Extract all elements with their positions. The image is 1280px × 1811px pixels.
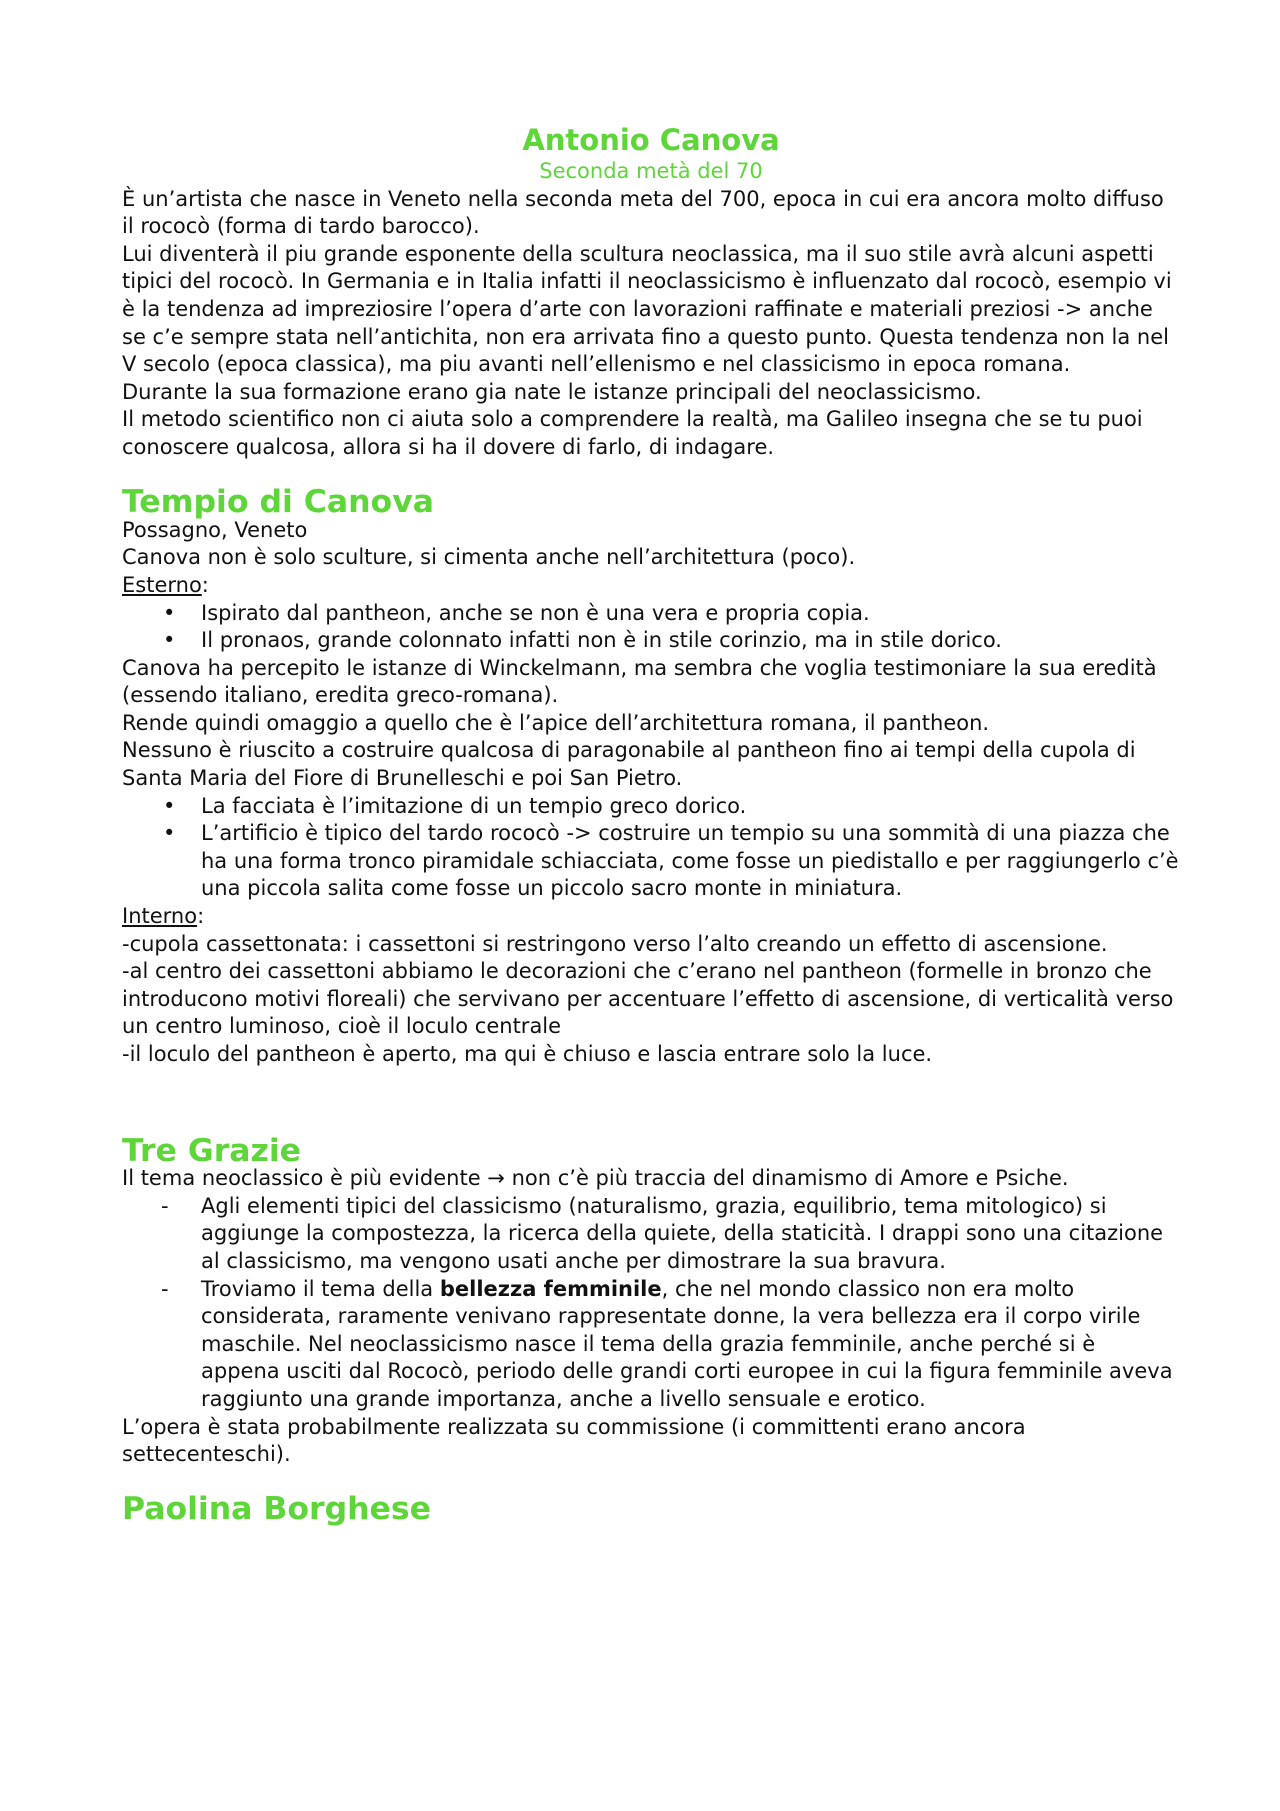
dash-icon: -	[161, 1276, 169, 1301]
interno-colon: :	[197, 904, 205, 929]
grazie-intro-text: Il tema neoclassico è più evidente	[122, 1166, 488, 1191]
section-title-grazie: Tre Grazie	[122, 1132, 302, 1169]
document-title: Antonio Canova	[522, 123, 780, 157]
tempio-location: Possagno, Veneto	[122, 517, 308, 542]
interno-label: Interno	[122, 904, 198, 929]
tempio-paragraph-1: Canova ha percepito le istanze di Winckelmann, ma sembra che voglia testimoniare la sua eredità (essendo italiano, eredita greco-romana).	[122, 655, 1157, 708]
esterno-list	[122, 600, 1180, 655]
document-subtitle: Seconda metà del 70	[539, 159, 763, 183]
grazie-outro: L’opera è stata probabilmente realizzata su commissione (i committenti erano ancora settecenteschi).	[122, 1414, 1026, 1467]
esterno-label: Esterno	[122, 572, 202, 597]
section-title-tempio: Tempio di Canova	[122, 484, 434, 521]
interno-heading	[122, 903, 1180, 931]
list-item	[161, 1193, 1180, 1276]
esterno-heading	[122, 572, 1180, 600]
list-item	[163, 820, 1180, 903]
bullet-icon: •	[163, 600, 176, 625]
interno-line-3: -il loculo del pantheon è aperto, ma qui è chiuso e lascia entrare solo la luce.	[122, 1042, 933, 1066]
tempio-paragraph-2: Rende quindi omaggio a quello che è l’apice dell’architettura romana, il pantheon.	[122, 710, 990, 735]
esterno-colon: :	[201, 572, 209, 597]
tempio-paragraph-3: Nessuno è riuscito a costruire qualcosa di paragonabile al pantheon fino ai tempi della cupola di Santa Maria del Fiore di Brunelleschi e poi San Pietro.	[122, 738, 1136, 791]
interno-line-2: -al centro dei cassettoni abbiamo le decorazioni che c’erano nel pantheon (formelle in bronzo che introducono motivi floreali) che servivano per accentuare l’effetto di ascensione, di verticalità verso un centro luminoso, cioè il loculo centrale	[122, 959, 1174, 1039]
dash-icon: -	[161, 1193, 169, 1218]
spacer	[122, 1069, 1180, 1124]
grazie-intro-text-cont: non c’è più traccia del dinamismo di Amore e Psiche.	[504, 1166, 1069, 1191]
list-item	[163, 793, 1180, 821]
intro-paragraph-2: Lui diventerà il piu grande esponente della scultura neoclassica, ma il suo stile avrà alcuni aspetti tipici del rococò. In Germania e in Italia infatti il neoclassicismo è influenzato dal rococò, esempio vi è la tendenza ad impreziosire l’opera d’arte con lavorazioni raffinate e materiali preziosi -> anche se c’e sempre stata nell’antichita, non era arrivata fino a questo punto. Questa tendenza non la nel V secolo (epoca classica), ma piu avanti nell’ellenismo e nel classicismo in epoca romana.	[122, 241, 1172, 377]
bullet-icon: •	[163, 628, 176, 653]
tempio-intro: Canova non è solo sculture, si cimenta anche nell’architettura (poco).	[122, 545, 856, 570]
grazie-intro	[122, 1165, 1180, 1193]
facade-list	[122, 793, 1180, 903]
list-item-text: Il pronaos, grande colonnato infatti non è in stile corinzio, ma in stile dorico.	[201, 628, 1002, 653]
bullet-icon: •	[163, 793, 176, 818]
intro-paragraph-1: È un’artista che nasce in Veneto nella seconda meta del 700, epoca in cui era ancora molto diffuso il rococò (forma di tardo barocco).	[122, 186, 1164, 239]
list-item-text-cont: , che nel mondo classico non era molto considerata, raramente venivano rappresentate donne, la vera bellezza era il corpo virile maschile. Nel neoclassicismo nasce il tema della grazia femminile, anche perché si è appena usciti dal Rococò, periodo delle grandi corti europee in cui la figura femminile aveva raggiunto una grande importanza, anche a livello sensuale e erotico.	[201, 1276, 1173, 1411]
list-item-text: Agli elementi tipici del classicismo (naturalismo, grazia, equilibrio, tema mitologico) si aggiunge la compostezza, la ricerca della quiete, della staticità. I drappi sono una citazione al classicismo, ma vengono usati anche per dimostrare la sua bravura.	[201, 1193, 1164, 1273]
list-item	[161, 1276, 1180, 1414]
intro-paragraph-3: Durante la sua formazione erano gia nate le istanze principali del neoclassicismo.	[122, 379, 982, 404]
section-title-paolina: Paolina Borghese	[122, 1491, 432, 1528]
arrow-right-icon: →	[487, 1166, 505, 1191]
list-item	[163, 627, 1180, 655]
interno-line-1: -cupola cassettonata: i cassettoni si restringono verso l’alto creando un effetto di ascensione.	[122, 931, 1108, 956]
grazie-list	[122, 1193, 1180, 1414]
list-item	[163, 600, 1180, 628]
bullet-icon: •	[163, 821, 176, 846]
list-item-text: Troviamo il tema della	[201, 1276, 440, 1301]
bold-text: bellezza femminile	[439, 1276, 662, 1301]
list-item-text: L’artificio è tipico del tardo rococò -> costruire un tempio su una sommità di una piazza che ha una forma tronco piramidale schiacciata, come fosse un piedistallo e per raggiungerlo c’è una piccola salita come fosse un piccolo sacro monte in miniatura.	[201, 821, 1179, 901]
intro-paragraph-4: Il metodo scientifico non ci aiuta solo a comprendere la realtà, ma Galileo insegna che se tu puoi conoscere qualcosa, allora si ha il dovere di farlo, di indagare.	[122, 407, 1143, 459]
list-item-text: Ispirato dal pantheon, anche se non è una vera e propria copia.	[201, 600, 870, 625]
list-item-text: La facciata è l’imitazione di un tempio greco dorico.	[201, 793, 747, 818]
